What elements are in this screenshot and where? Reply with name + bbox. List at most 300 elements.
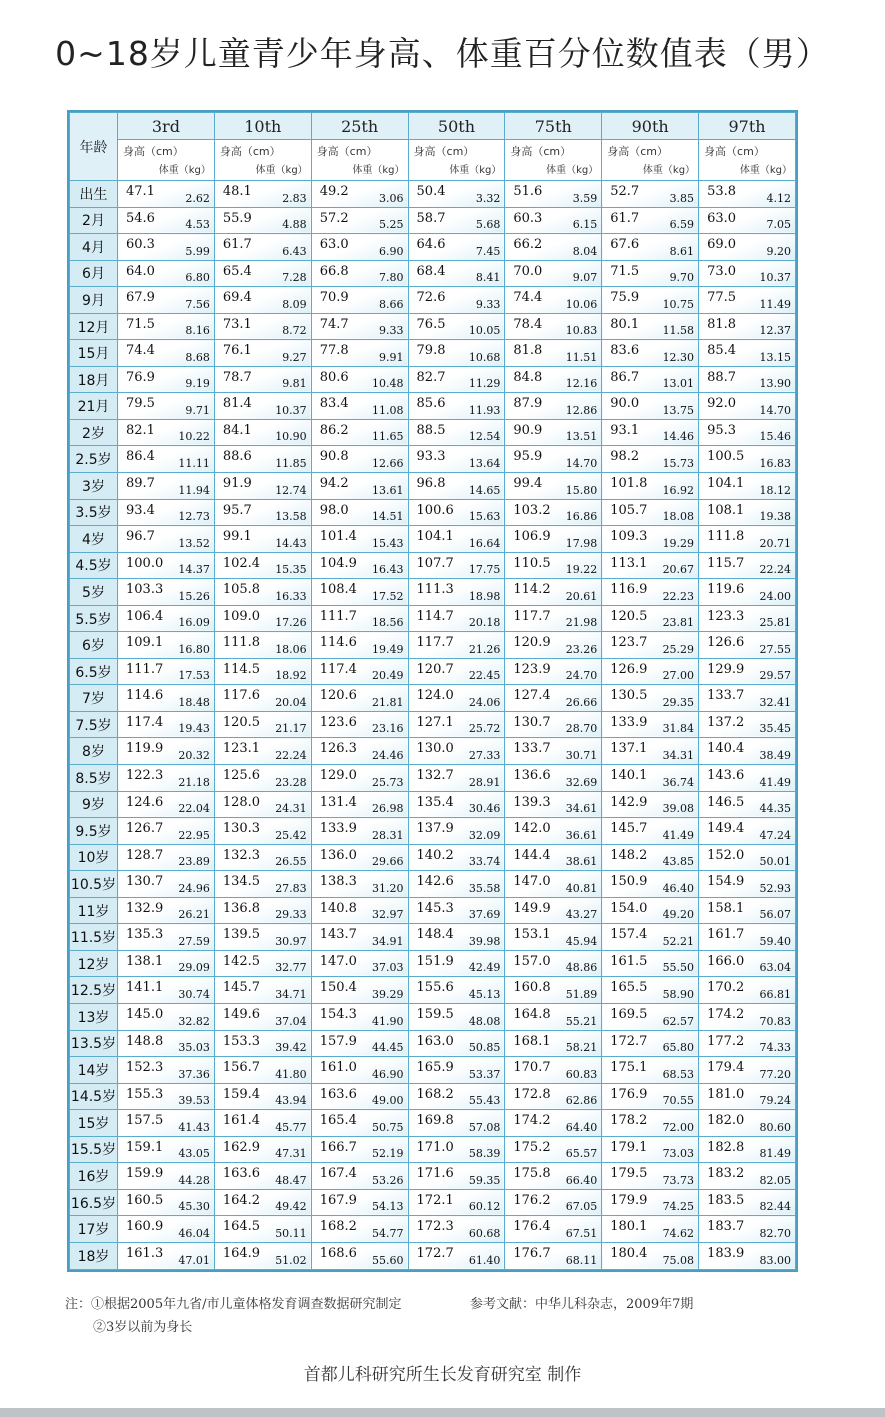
height-value: 84.1	[222, 422, 252, 438]
height-value: 120.6	[319, 688, 357, 704]
weight-value: 27.83	[275, 881, 307, 895]
value-cell	[214, 260, 311, 287]
weight-value: 37.04	[275, 1014, 307, 1028]
value-cell	[408, 1003, 505, 1030]
age-cell: 5岁	[70, 579, 118, 606]
weight-value: 82.05	[759, 1173, 791, 1187]
weight-value: 14.70	[759, 403, 791, 417]
height-value: 133.9	[610, 714, 648, 730]
weight-value: 56.07	[759, 908, 791, 922]
value-cell	[505, 419, 602, 446]
value-cell	[214, 871, 311, 898]
value-cell	[214, 552, 311, 579]
height-value: 172.7	[610, 1033, 648, 1049]
value-cell	[408, 1163, 505, 1190]
height-unit-label: 身高（cm）	[316, 145, 378, 158]
weight-value: 21.81	[372, 695, 404, 709]
weight-value: 25.73	[372, 775, 404, 789]
value-cell	[118, 632, 215, 659]
weight-value: 12.86	[565, 403, 598, 417]
height-value: 154.0	[610, 900, 648, 916]
value-cell	[408, 738, 505, 765]
weight-value: 75.08	[662, 1254, 695, 1267]
value-cell	[118, 1057, 215, 1084]
weight-value: 74.25	[662, 1200, 695, 1214]
height-value: 159.9	[126, 1166, 164, 1182]
weight-value: 28.91	[468, 775, 501, 789]
value-cell	[602, 287, 699, 314]
weight-value: 11.29	[468, 377, 501, 391]
age-cell: 2.5岁	[70, 446, 118, 473]
value-cell	[214, 526, 311, 553]
height-value: 85.4	[707, 343, 737, 359]
height-value: 129.9	[707, 661, 745, 677]
height-value: 82.7	[416, 369, 446, 385]
weight-value: 42.49	[468, 961, 501, 975]
weight-value: 26.66	[565, 695, 598, 709]
height-value: 120.5	[610, 608, 648, 624]
value-cell	[602, 605, 699, 632]
height-value: 113.1	[610, 555, 648, 571]
weight-value: 52.93	[759, 881, 791, 895]
weight-value: 12.16	[565, 377, 598, 391]
weight-value: 15.73	[662, 457, 695, 471]
height-value: 157.5	[126, 1113, 164, 1129]
weight-value: 29.57	[759, 669, 791, 683]
value-cell	[408, 340, 505, 367]
value-cell	[602, 765, 699, 792]
weight-value: 22.24	[759, 563, 791, 577]
height-value: 65.4	[222, 263, 252, 279]
height-value: 175.2	[513, 1139, 551, 1155]
weight-value: 10.83	[565, 324, 598, 338]
percentile-header: 10th	[214, 113, 311, 140]
table-row	[70, 1189, 796, 1216]
height-value: 178.2	[610, 1113, 648, 1129]
weight-value: 24.46	[372, 749, 404, 763]
height-value: 183.5	[707, 1192, 745, 1208]
height-unit-label: 身高（cm）	[413, 145, 475, 158]
value-cell	[699, 579, 796, 606]
value-cell	[602, 1136, 699, 1163]
height-unit-label: 身高（cm）	[607, 145, 668, 158]
value-cell	[699, 473, 796, 500]
weight-value: 16.92	[662, 483, 695, 497]
weight-unit-label: 体重（kg）	[739, 165, 792, 176]
age-cell: 10.5岁	[70, 871, 118, 898]
value-cell	[505, 340, 602, 367]
weight-value: 33.74	[468, 855, 501, 869]
weight-value: 70.55	[662, 1094, 695, 1108]
weight-value: 9.71	[185, 403, 210, 417]
height-value: 168.1	[513, 1033, 551, 1049]
weight-value: 7.45	[475, 244, 501, 258]
height-value: 157.0	[513, 953, 551, 969]
height-value: 66.8	[319, 263, 349, 279]
weight-value: 82.70	[759, 1226, 791, 1240]
age-cell: 14.5岁	[70, 1083, 118, 1110]
weight-value: 25.81	[759, 616, 791, 630]
weight-value: 81.49	[759, 1147, 791, 1161]
value-cell	[214, 473, 311, 500]
weight-value: 67.51	[565, 1226, 598, 1240]
table-row	[70, 711, 796, 738]
weight-value: 60.83	[565, 1067, 598, 1081]
height-value: 164.2	[222, 1192, 261, 1208]
weight-value: 79.24	[759, 1094, 791, 1108]
weight-value: 23.81	[662, 616, 695, 630]
age-cell: 4.5岁	[70, 552, 118, 579]
height-value: 111.7	[126, 661, 164, 677]
weight-value: 6.59	[669, 218, 695, 232]
weight-value: 4.88	[282, 218, 307, 232]
value-cell	[118, 446, 215, 473]
weight-value: 55.60	[372, 1254, 404, 1267]
value-cell	[602, 871, 699, 898]
table-row	[70, 1216, 796, 1243]
value-cell	[699, 1003, 796, 1030]
value-cell	[311, 897, 408, 924]
value-cell	[118, 765, 215, 792]
height-value: 93.3	[416, 449, 446, 465]
value-cell	[505, 526, 602, 553]
weight-value: 26.21	[178, 908, 210, 922]
notes	[65, 1293, 401, 1339]
weight-value: 14.51	[372, 510, 404, 524]
value-cell	[408, 950, 505, 977]
height-value: 145.0	[126, 1006, 164, 1022]
height-value: 168.2	[416, 1086, 454, 1102]
height-value: 150.9	[610, 874, 648, 890]
weight-value: 4.12	[766, 191, 791, 205]
value-cell	[408, 844, 505, 871]
weight-value: 55.50	[662, 961, 695, 975]
weight-value: 72.00	[662, 1120, 695, 1134]
value-cell	[118, 1030, 215, 1057]
height-value: 174.2	[707, 1006, 745, 1022]
value-cell	[118, 844, 215, 871]
weight-unit-label: 体重（kg）	[449, 165, 502, 176]
value-cell	[311, 499, 408, 526]
value-cell	[699, 1030, 796, 1057]
age-cell: 出生	[70, 181, 118, 208]
weight-value: 35.03	[178, 1041, 210, 1055]
weight-value: 51.02	[275, 1254, 307, 1267]
table-row	[70, 552, 796, 579]
height-value: 70.0	[513, 263, 543, 279]
height-value: 120.9	[513, 635, 551, 651]
height-value: 179.5	[610, 1166, 648, 1182]
weight-value: 30.74	[178, 987, 210, 1001]
weight-value: 49.00	[372, 1094, 404, 1108]
weight-value: 50.11	[275, 1226, 307, 1240]
value-cell	[214, 1003, 311, 1030]
height-value: 57.2	[319, 210, 349, 226]
value-cell	[214, 605, 311, 632]
weight-value: 27.00	[662, 669, 695, 683]
height-value: 88.7	[707, 369, 737, 385]
value-cell	[311, 658, 408, 685]
height-value: 108.1	[707, 502, 745, 518]
weight-unit-label: 体重（kg）	[352, 165, 405, 176]
unit-header-row	[70, 140, 796, 181]
age-cell: 6.5岁	[70, 658, 118, 685]
height-value: 81.4	[222, 396, 252, 412]
height-value: 145.3	[416, 900, 454, 916]
height-value: 80.1	[610, 316, 640, 332]
height-value: 77.5	[707, 290, 737, 306]
weight-value: 74.33	[759, 1041, 791, 1055]
age-cell: 18月	[70, 366, 118, 393]
value-cell	[602, 950, 699, 977]
weight-value: 41.49	[662, 828, 695, 842]
age-cell: 16.5岁	[70, 1189, 118, 1216]
weight-value: 36.74	[662, 775, 695, 789]
weight-value: 2.83	[282, 191, 307, 205]
weight-value: 3.06	[379, 191, 404, 205]
weight-value: 34.91	[372, 934, 404, 948]
height-value: 52.7	[610, 184, 640, 199]
value-cell	[408, 579, 505, 606]
value-cell	[408, 473, 505, 500]
value-cell	[602, 818, 699, 845]
percentile-header: 97th	[699, 113, 796, 140]
height-value: 179.9	[610, 1192, 648, 1208]
height-value: 73.0	[707, 263, 737, 279]
value-cell	[699, 658, 796, 685]
value-cell	[699, 632, 796, 659]
weight-value: 73.73	[662, 1173, 695, 1187]
weight-value: 39.98	[468, 934, 501, 948]
weight-value: 28.70	[565, 722, 598, 736]
height-value: 155.3	[126, 1086, 164, 1102]
height-value: 163.6	[319, 1086, 357, 1102]
value-cell	[699, 1163, 796, 1190]
value-cell	[118, 1136, 215, 1163]
table-row	[70, 1110, 796, 1137]
table-row	[70, 207, 796, 234]
value-cell	[118, 579, 215, 606]
weight-value: 26.98	[372, 802, 404, 816]
weight-value: 54.77	[372, 1226, 404, 1240]
value-cell	[408, 1110, 505, 1137]
weight-value: 20.49	[372, 669, 404, 683]
weight-value: 20.61	[565, 589, 598, 603]
value-cell	[602, 579, 699, 606]
height-value: 76.9	[126, 369, 155, 385]
value-cell	[214, 1110, 311, 1137]
value-cell	[408, 260, 505, 287]
weight-value: 32.82	[178, 1014, 210, 1028]
weight-value: 65.57	[565, 1147, 598, 1161]
weight-value: 66.81	[759, 987, 791, 1001]
percentile-header: 50th	[408, 113, 505, 140]
weight-value: 37.69	[468, 908, 501, 922]
weight-unit-label: 体重（kg）	[255, 165, 308, 176]
value-cell	[311, 738, 408, 765]
weight-value: 16.83	[759, 457, 791, 471]
value-cell	[602, 1216, 699, 1243]
unit-header	[699, 140, 796, 181]
value-cell	[118, 499, 215, 526]
value-cell	[602, 499, 699, 526]
height-value: 67.6	[610, 237, 640, 253]
age-cell: 6岁	[70, 632, 118, 659]
height-value: 49.2	[319, 184, 349, 199]
age-cell: 12.5岁	[70, 977, 118, 1004]
value-cell	[311, 632, 408, 659]
height-value: 149.9	[513, 900, 551, 916]
value-cell	[311, 419, 408, 446]
value-cell	[408, 977, 505, 1004]
weight-value: 14.46	[662, 430, 695, 444]
height-value: 91.9	[222, 476, 252, 492]
value-cell	[311, 473, 408, 500]
value-cell	[118, 207, 215, 234]
weight-value: 49.42	[275, 1200, 307, 1214]
value-cell	[699, 871, 796, 898]
weight-value: 25.72	[468, 722, 501, 736]
value-cell	[118, 181, 215, 208]
height-value: 168.2	[319, 1219, 357, 1235]
value-cell	[311, 711, 408, 738]
weight-value: 16.80	[178, 642, 210, 656]
value-cell	[602, 313, 699, 340]
weight-value: 20.32	[178, 749, 210, 763]
height-value: 124.0	[416, 688, 454, 704]
height-value: 120.7	[416, 661, 454, 677]
weight-value: 6.15	[572, 218, 598, 232]
value-cell	[214, 765, 311, 792]
value-cell	[118, 711, 215, 738]
height-value: 88.6	[222, 449, 252, 465]
value-cell	[311, 605, 408, 632]
weight-value: 37.03	[372, 961, 404, 975]
value-cell	[118, 685, 215, 712]
height-value: 63.0	[319, 237, 349, 253]
value-cell	[118, 473, 215, 500]
height-value: 138.3	[319, 874, 357, 890]
height-value: 106.9	[513, 529, 551, 545]
value-cell	[699, 685, 796, 712]
value-cell	[214, 977, 311, 1004]
height-value: 133.7	[513, 741, 551, 757]
height-value: 156.7	[222, 1060, 261, 1076]
weight-value: 35.58	[468, 881, 501, 895]
weight-value: 50.01	[759, 855, 791, 869]
value-cell	[505, 1083, 602, 1110]
height-value: 134.5	[222, 874, 261, 890]
weight-value: 5.68	[475, 218, 501, 232]
value-cell	[699, 340, 796, 367]
height-value: 60.3	[513, 210, 543, 226]
weight-value: 18.12	[759, 483, 791, 497]
weight-value: 55.43	[468, 1094, 501, 1108]
height-value: 171.6	[416, 1166, 454, 1182]
weight-value: 8.41	[475, 271, 501, 285]
value-cell	[408, 1083, 505, 1110]
value-cell	[505, 685, 602, 712]
age-cell: 3.5岁	[70, 499, 118, 526]
value-cell	[602, 260, 699, 287]
weight-value: 30.46	[468, 802, 501, 816]
height-value: 171.0	[416, 1139, 454, 1155]
weight-value: 9.33	[475, 297, 501, 311]
value-cell	[699, 818, 796, 845]
weight-unit-label: 体重（kg）	[546, 165, 599, 176]
weight-value: 47.24	[759, 828, 791, 842]
percentile-header: 90th	[602, 113, 699, 140]
height-value: 145.7	[610, 821, 648, 837]
value-cell	[311, 818, 408, 845]
weight-value: 8.16	[185, 324, 210, 338]
weight-value: 44.28	[178, 1173, 210, 1187]
height-value: 135.4	[416, 794, 454, 810]
value-cell	[505, 287, 602, 314]
weight-value: 15.26	[178, 589, 210, 603]
value-cell	[214, 818, 311, 845]
height-value: 95.9	[513, 449, 543, 465]
table-row	[70, 499, 796, 526]
value-cell	[214, 1189, 311, 1216]
value-cell	[311, 685, 408, 712]
weight-value: 60.68	[468, 1226, 501, 1240]
height-value: 141.1	[126, 980, 164, 996]
weight-value: 14.70	[565, 457, 598, 471]
weight-value: 11.65	[372, 430, 404, 444]
height-value: 117.6	[222, 688, 261, 704]
weight-value: 16.33	[275, 589, 307, 603]
weight-value: 47.31	[275, 1147, 307, 1161]
weight-value: 8.68	[185, 350, 210, 364]
value-cell	[602, 366, 699, 393]
weight-value: 39.08	[662, 802, 695, 816]
table-row	[70, 393, 796, 420]
weight-value: 5.25	[379, 218, 404, 232]
value-cell	[214, 632, 311, 659]
weight-value: 14.65	[468, 483, 501, 497]
height-value: 183.7	[707, 1219, 745, 1235]
value-cell	[408, 1189, 505, 1216]
height-value: 154.3	[319, 1006, 357, 1022]
height-value: 102.4	[222, 555, 261, 571]
value-cell	[311, 313, 408, 340]
weight-value: 9.07	[572, 271, 598, 285]
height-value: 115.7	[707, 555, 745, 571]
table-row	[70, 1003, 796, 1030]
height-value: 70.9	[319, 290, 349, 306]
value-cell	[699, 207, 796, 234]
height-value: 140.2	[416, 847, 454, 863]
height-unit-label: 身高（cm）	[510, 145, 572, 158]
height-value: 47.1	[126, 184, 155, 199]
height-value: 69.0	[707, 237, 737, 253]
weight-value: 24.96	[178, 881, 210, 895]
height-value: 148.4	[416, 927, 454, 943]
height-value: 165.4	[319, 1113, 357, 1129]
weight-value: 13.58	[275, 510, 307, 524]
height-value: 133.7	[707, 688, 745, 704]
weight-value: 20.71	[759, 536, 791, 550]
table-row	[70, 924, 796, 951]
weight-value: 45.13	[468, 987, 501, 1001]
weight-value: 10.37	[759, 271, 791, 285]
weight-value: 22.23	[662, 589, 695, 603]
weight-value: 70.83	[759, 1014, 791, 1028]
age-cell: 12月	[70, 313, 118, 340]
weight-value: 10.48	[372, 377, 404, 391]
value-cell	[311, 791, 408, 818]
